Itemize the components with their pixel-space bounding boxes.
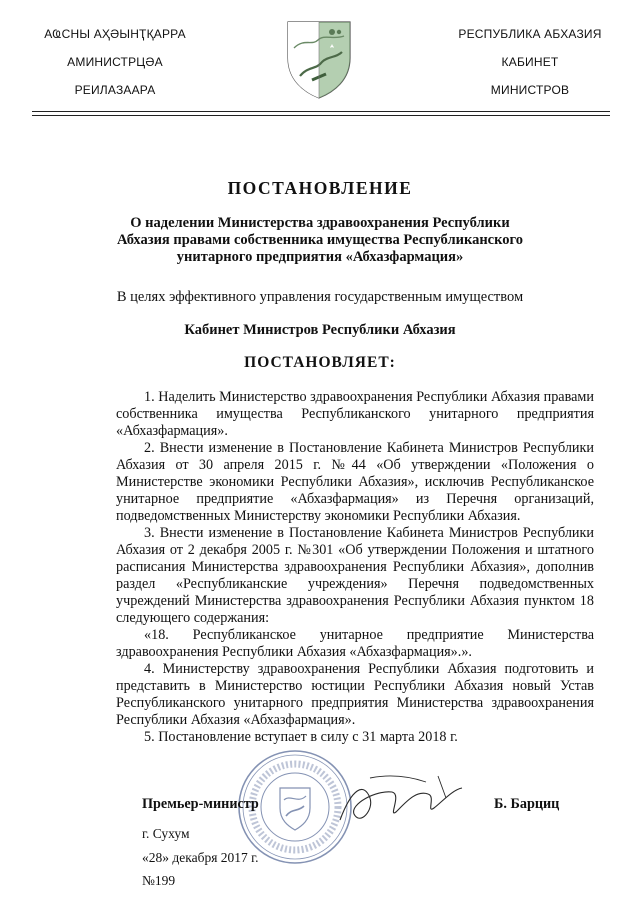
issue-city: г. Сухум	[142, 826, 190, 841]
paragraph-5: 5. Постановление вступает в силу с 31 марта 2018 г.	[144, 729, 458, 745]
paragraph-4: 4. Министерству здравоохранения Республики Абхазия подготовить и представить в Министерство юстиции Республики Абхазия новый Устав Республиканского унитарного предприятия Министерства здравоохранения Республики Абхазия «Абхазфармация».	[116, 661, 594, 728]
header-left-line-3: РЕИЛАЗААРА	[74, 83, 156, 97]
header-right-russian	[450, 27, 610, 111]
header-right-line-3: МИНИСТРОВ	[490, 83, 570, 97]
header-rule-thin	[32, 115, 610, 116]
header-left-line-2: АМИНИСТРЦӘА	[67, 55, 163, 69]
issuing-body: Кабинет Министров Республики Абхазия	[184, 322, 456, 338]
document-body	[116, 389, 594, 746]
header-left-abkhaz	[40, 27, 190, 111]
paragraph-2: 2. Внести изменение в Постановление Кабинета Министров Республики Абхазия от 30 апреля 2015 г. №44 «Об утверждении «Положения о Министерстве экономики Республики Абхазия», исключив Республиканское унитарное предприятие «Абхазфармация» из Перечня организаций, подведомственных Министерству экономики Республики Абхазия.	[116, 440, 594, 524]
decree-heading: ПОСТАНОВЛЯЕТ:	[244, 354, 396, 371]
document-title: ПОСТАНОВЛЕНИЕ	[227, 178, 413, 198]
subject-line-2: Абхазия правами собственника имущества Республиканского	[117, 232, 523, 248]
paragraph-1: 1. Наделить Министерство здравоохранения Республики Абхазия правами собственника имущества Республиканского унитарного предприятия «Абхазфармация».	[116, 389, 594, 439]
document-subject	[0, 215, 640, 266]
paragraph-3-quote: «18. Республиканское унитарное предприятие Министерства здравоохранения Республики Абхазия «Абхазфармация».».	[116, 627, 594, 660]
header-right-line-2: КАБИНЕТ	[501, 55, 559, 69]
handwritten-signature	[330, 768, 470, 838]
header-left-line-1: АҨСНЫ АҲӘЫНҬҚАРРА	[44, 27, 186, 41]
document-number: №199	[142, 873, 176, 888]
preamble: В целях эффективного управления государственным имуществом	[116, 289, 524, 305]
issue-date: «28» декабря 2017 г.	[142, 850, 259, 865]
header-rule-thick	[32, 111, 610, 112]
subject-line-1: О наделении Министерства здравоохранения Республики	[130, 215, 510, 231]
coat-of-arms-emblem	[282, 18, 356, 100]
prime-minister-title: Премьер-министр	[142, 796, 259, 812]
paragraph-3: 3. Внести изменение в Постановление Кабинета Министров Республики Абхазия от 2 декабря 2005 г. №301 «Об утверждении Положения и штатного расписания Министерства здравоохранения Республики Абхазия», дополнив раздел «Республиканские учреждения» Перечня подведомственных учреждений Министерства здравоохранения Республики Абхазия пунктом 18 следующего содержания:	[116, 525, 594, 626]
header-right-line-1: РЕСПУБЛИКА АБХАЗИЯ	[458, 27, 602, 41]
subject-line-3: унитарного предприятия «Абхазфармация»	[176, 249, 464, 265]
prime-minister-name: Б. Барциц	[494, 796, 560, 812]
